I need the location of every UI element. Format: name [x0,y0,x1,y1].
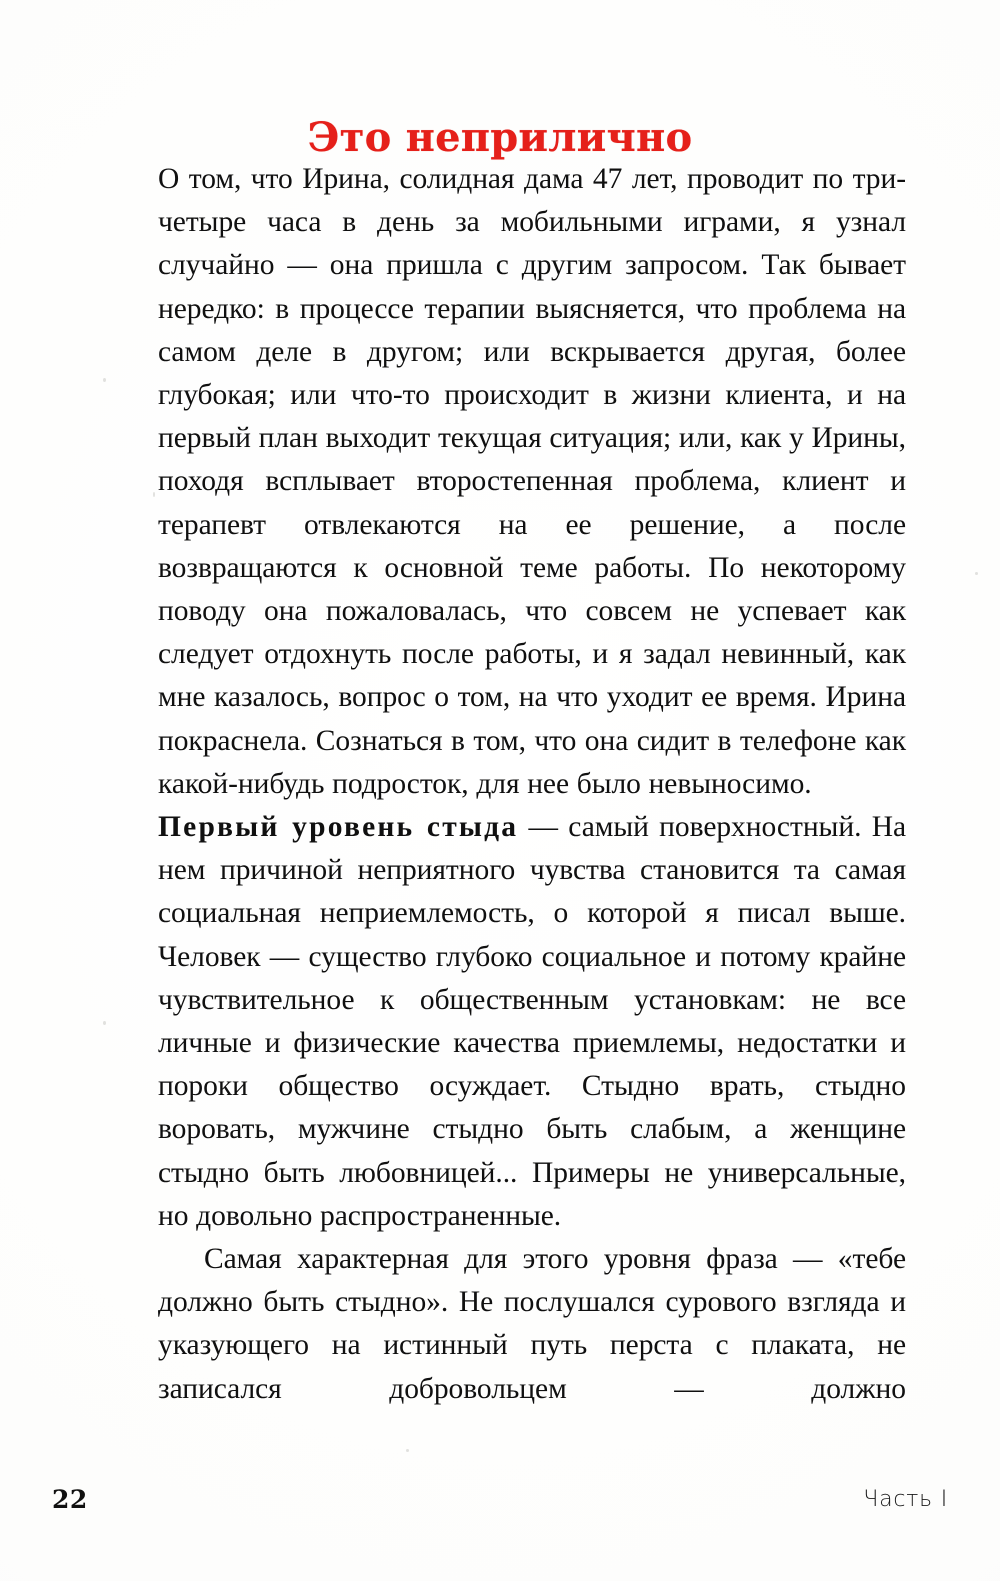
paragraph-2 [158,806,906,1238]
scan-speck [103,1021,106,1025]
scan-speck [975,572,978,575]
scan-speck [103,378,106,382]
paragraph-2-body: — самый поверхностный. На нем причиной неприятного чувства становится та самая социальная неприемлемость, о которой я писал выше. Человек — существо глубоко социальное и потому крайне чувствительное к общественным установкам: не все личные и физические качества приемлемы, недостатки и пороки общество осуждает. Стыдно врать, стыдно воровать, мужчине стыдно быть слабым, а женщине стыдно быть любовницей... Примеры не универсальные, но довольно распространенные. [158,811,906,1232]
paragraph-3: Самая характерная для этого уровня фраза — «тебе должно быть стыдно». Не послушался сурового взгляда и указующего на истинный путь перста с плаката, не записался добровольцем — должно [158,1243,906,1405]
page-number: 22 [52,1485,88,1514]
paragraph-1: О том, что Ирина, солидная дама 47 лет, проводит по три-четыре часа в день за мобильными играми, я узнал случайно — она пришла с другим запросом. Так бывает нередко: в процессе терапии выясняется, что проблема на самом деле в другом; или вскрывается другая, более глубокая; или что-то происходит в жизни клиента, и на первый план выходит текущая ситуация; или, как у Ирины, походя всплывает второстепенная проблема, клиент и терапевт отвлекаются на ее решение, а после возвращаются к основной теме работы. По некоторому поводу она пожаловалась, что совсем не успевает как следует отдохнуть после работы, и я задал невинный, как мне казалось, вопрос о том, на что уходит ее время. Ирина покраснела. Сознаться в том, что она сидит в телефоне как какой-нибудь подросток, для нее было невыносимо. [158,163,906,800]
paragraph-2-lead-in: Первый уровень стыда [158,811,519,844]
page-title: Это неприлично [307,113,693,161]
page-footer [52,1480,948,1520]
body-text-column [158,158,906,1454]
scan-speck [153,492,155,497]
part-label: Часть I [863,1487,948,1512]
